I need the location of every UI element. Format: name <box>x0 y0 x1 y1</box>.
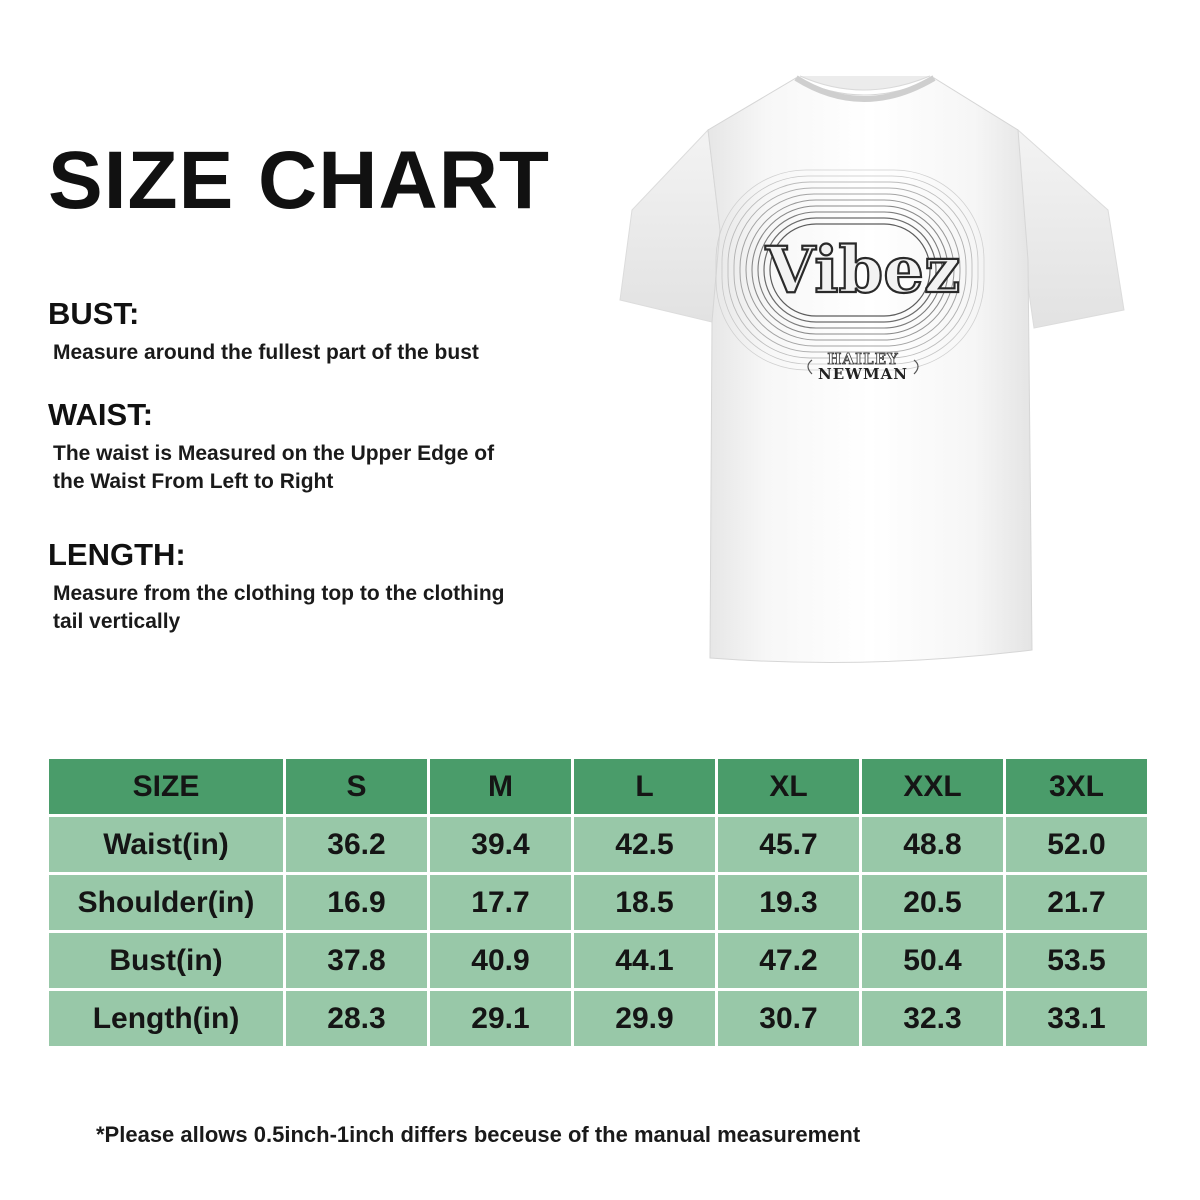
table-cell: 21.7 <box>1006 875 1147 930</box>
table-row <box>49 817 1147 872</box>
table-header-row <box>49 759 1147 814</box>
waist-measurement <box>48 398 588 496</box>
length-measurement <box>48 538 588 636</box>
table-cell: 29.9 <box>574 991 715 1046</box>
waist-description-line: The waist is Measured on the Upper Edge of <box>53 442 495 466</box>
table-cell: 37.8 <box>286 933 427 988</box>
table-row <box>49 991 1147 1046</box>
table-row-label: Length(in) <box>49 991 283 1046</box>
table-cell: 32.3 <box>862 991 1003 1046</box>
table-cell: 53.5 <box>1006 933 1147 988</box>
table-cell: 16.9 <box>286 875 427 930</box>
table-header-cell: SIZE <box>49 759 283 814</box>
size-table <box>46 756 1150 1049</box>
table-row-label: Bust(in) <box>49 933 283 988</box>
table-cell: 36.2 <box>286 817 427 872</box>
brand-line-2: NEWMAN <box>818 365 908 383</box>
table-cell: 42.5 <box>574 817 715 872</box>
length-description-line: Measure from the clothing top to the clothing <box>53 582 505 606</box>
table-cell: 33.1 <box>1006 991 1147 1046</box>
waist-description <box>48 440 588 496</box>
table-row-label: Shoulder(in) <box>49 875 283 930</box>
table-cell: 30.7 <box>718 991 859 1046</box>
length-description-line: tail vertically <box>53 610 181 634</box>
bust-heading: BUST: <box>48 296 140 331</box>
bust-description-line: Measure around the fullest part of the bust <box>53 341 479 365</box>
tshirt-image <box>600 60 1160 680</box>
measurement-note: *Please allows 0.5inch-1inch differs beceuse of the manual measurement <box>96 1122 861 1147</box>
table-cell: 28.3 <box>286 991 427 1046</box>
length-heading: LENGTH: <box>48 537 186 572</box>
table-header-cell: 3XL <box>1006 759 1147 814</box>
length-description <box>48 580 588 636</box>
table-cell: 17.7 <box>430 875 571 930</box>
left-sleeve <box>620 130 720 322</box>
brand-line-1: HAILEY <box>827 350 899 368</box>
table-cell: 39.4 <box>430 817 571 872</box>
table-header-cell: S <box>286 759 427 814</box>
table-row <box>49 933 1147 988</box>
table-cell: 18.5 <box>574 875 715 930</box>
table-cell: 50.4 <box>862 933 1003 988</box>
table-header-cell: L <box>574 759 715 814</box>
table-row-label: Waist(in) <box>49 817 283 872</box>
bust-description <box>48 339 588 367</box>
waist-description-line: the Waist From Left to Right <box>53 470 334 494</box>
table-cell: 19.3 <box>718 875 859 930</box>
table-cell: 29.1 <box>430 991 571 1046</box>
right-sleeve <box>1018 130 1124 328</box>
table-header-cell: XL <box>718 759 859 814</box>
waist-heading: WAIST: <box>48 397 154 432</box>
table-cell: 48.8 <box>862 817 1003 872</box>
tshirt-illustration <box>600 60 1160 680</box>
page-title: SIZE CHART <box>48 135 550 226</box>
table-header-cell: M <box>430 759 571 814</box>
table-header-cell: XXL <box>862 759 1003 814</box>
table-row <box>49 875 1147 930</box>
table-cell: 52.0 <box>1006 817 1147 872</box>
table-cell: 40.9 <box>430 933 571 988</box>
table-cell: 20.5 <box>862 875 1003 930</box>
graphic-text: Vibez <box>765 233 961 308</box>
table-cell: 45.7 <box>718 817 859 872</box>
table-cell: 44.1 <box>574 933 715 988</box>
bust-measurement <box>48 297 588 367</box>
table-cell: 47.2 <box>718 933 859 988</box>
